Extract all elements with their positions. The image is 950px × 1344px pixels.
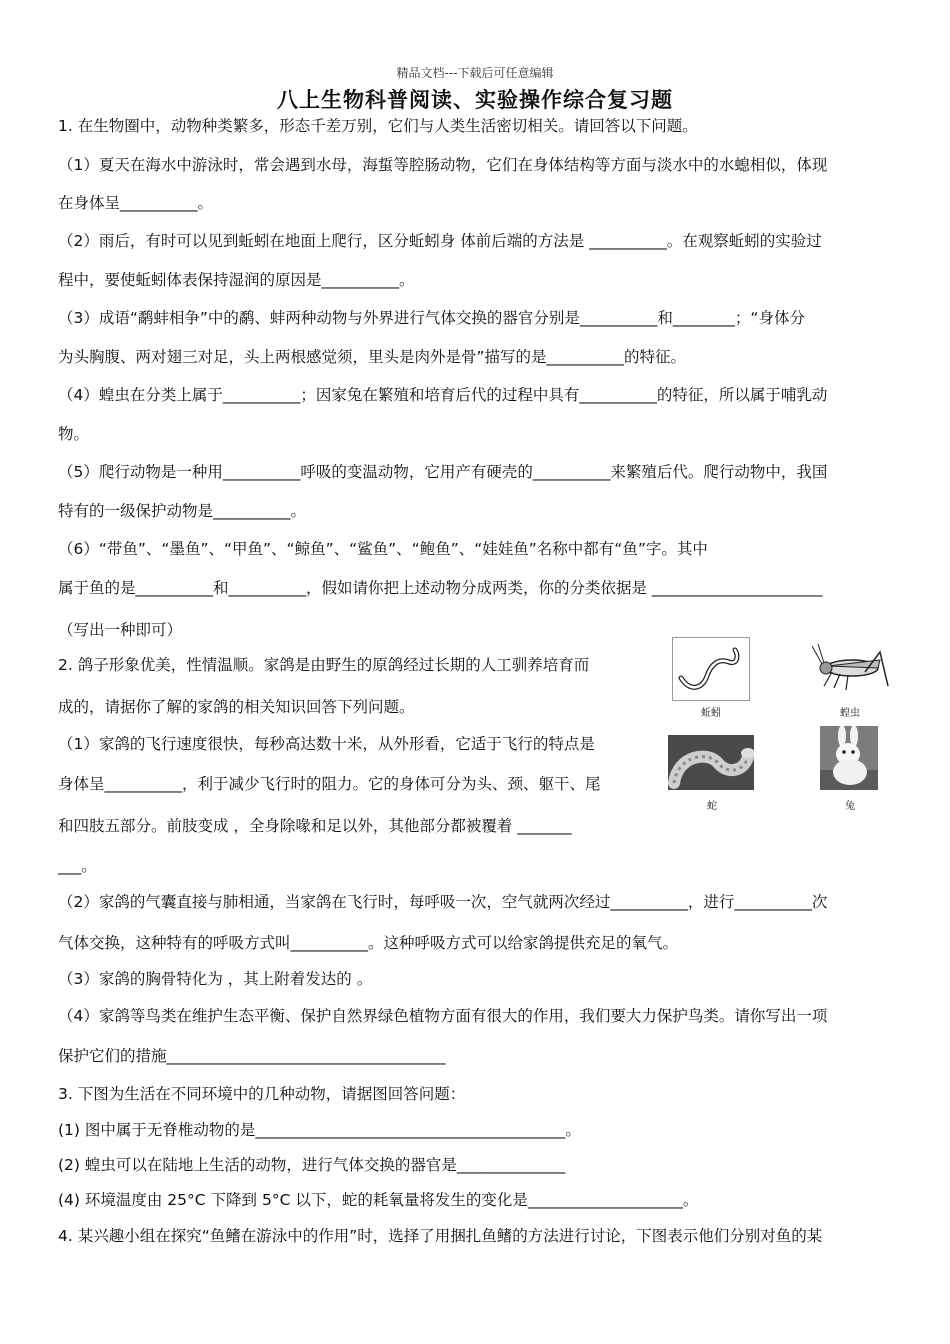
earthworm-icon bbox=[673, 638, 749, 700]
rabbit-figure bbox=[820, 726, 878, 790]
q1-part3-line2: 为头胸腹、两对翅三对足，头上两根感觉须，里头是肉外是骨”描写的是__________的特征。 bbox=[58, 348, 687, 366]
q2-part4-line1: （4）家鸽等鸟类在维护生态平衡、保护自然界绿色植物方面有很大的作用，我们要大力保护鸟类。请你写出一项 bbox=[58, 1007, 828, 1025]
q1-part1-line1: （1）夏天在海水中游泳时，常会遇到水母，海蜇等腔肠动物，它们在身体结构等方面与淡水中的水螅相似，体现 bbox=[58, 156, 828, 174]
q1-part5-line2: 特有的一级保护动物是__________。 bbox=[58, 502, 307, 520]
q2-part1-line4: ___。 bbox=[58, 857, 97, 875]
page-title: 八上生物科普阅读、实验操作综合复习题 bbox=[277, 88, 673, 112]
earthworm-caption: 蚯蚓 bbox=[701, 708, 721, 719]
rabbit-icon bbox=[820, 726, 878, 790]
question-2-intro-line1: 2. 鸽子形象优美，性情温顺。家鸽是由野生的原鸽经过长期的人工驯养培育而 bbox=[58, 656, 590, 674]
q2-part2-line2: 气体交换，这种特有的呼吸方式叫__________。这种呼吸方式可以给家鸽提供充足的氧气。 bbox=[58, 934, 679, 952]
question-1-intro: 1. 在生物圈中，动物种类繁多，形态千差万别，它们与人类生活密切相关。请回答以下问题。 bbox=[58, 117, 698, 135]
locust-icon bbox=[810, 640, 890, 696]
rabbit-caption: 兔 bbox=[845, 801, 855, 812]
q2-part2-line1: （2）家鸽的气囊直接与肺相通，当家鸽在飞行时，每呼吸一次，空气就两次经过__________，进行__________次 bbox=[58, 893, 828, 911]
q2-part3: （3）家鸽的胸骨特化为 ，其上附着发达的 。 bbox=[58, 970, 373, 988]
q1-part4-line1: （4）蝗虫在分类上属于__________；因家兔在繁殖和培育后代的过程中具有__________的特征，所以属于哺乳动 bbox=[58, 386, 828, 404]
q3-part1: (1) 图中属于无脊椎动物的是________________________________________。 bbox=[58, 1121, 581, 1139]
q1-part3-line1: （3）成语“鹬蚌相争”中的鹬、蚌两种动物与外界进行气体交换的器官分别是__________和________；“身体分 bbox=[58, 309, 805, 327]
q1-part6-line1: （6）“带鱼”、“墨鱼”、“甲鱼”、“鲸鱼”、“鲨鱼”、“鲍鱼”、“娃娃鱼”名称中都有“鱼”字。其中 bbox=[58, 540, 708, 558]
q1-part2-line2: 程中，要使蚯蚓体表保持湿润的原因是__________。 bbox=[58, 271, 415, 289]
q1-part6-note: （写出一种即可） bbox=[58, 621, 183, 639]
snake-caption: 蛇 bbox=[707, 801, 717, 812]
q2-part1-line3: 和四肢五部分。前肢变成 ，全身除喙和足以外，其他部分都被覆着 _______ bbox=[58, 817, 572, 835]
q2-part1-line1: （1）家鸽的飞行速度很快，每秒高达数十米，从外形看，它适于飞行的特点是 bbox=[58, 735, 595, 753]
locust-caption: 蝗虫 bbox=[840, 708, 860, 719]
q1-part1-line2: 在身体呈__________。 bbox=[58, 194, 214, 212]
question-4-intro: 4. 某兴趣小组在探究“鱼鳍在游泳中的作用”时，选择了用捆扎鱼鳍的方法进行讨论，下图表示他们分别对鱼的某 bbox=[58, 1227, 823, 1245]
q1-part2-line1: （2）雨后，有时可以见到蚯蚓在地面上爬行，区分蚯蚓身 体前后端的方法是 __________。在观察蚯蚓的实验过 bbox=[58, 232, 822, 250]
q1-part6-line2: 属于鱼的是__________和__________，假如请你把上述动物分成两类，你的分类依据是 ______________________ bbox=[58, 579, 823, 597]
page-header: 精品文档---下载后可任意编辑 bbox=[396, 66, 554, 80]
q2-part1-line2: 身体呈__________，利于减少飞行时的阻力。它的身体可分为头、颈、躯干、尾 bbox=[58, 775, 601, 793]
q1-part4-line2: 物。 bbox=[58, 425, 90, 443]
earthworm-figure bbox=[672, 637, 750, 701]
snake-figure bbox=[668, 735, 754, 790]
q3-part4: (4) 环境温度由 25°C 下降到 5°C 以下，蛇的耗氧量将发生的变化是____________________。 bbox=[58, 1191, 699, 1209]
q2-part4-line2: 保护它们的措施____________________________________ bbox=[58, 1047, 446, 1065]
question-3-intro: 3. 下图为生活在不同环境中的几种动物，请据图回答问题： bbox=[58, 1085, 466, 1103]
snake-icon bbox=[668, 735, 754, 790]
question-2-intro-line2: 成的，请据你了解的家鸽的相关知识回答下列问题。 bbox=[58, 698, 415, 716]
locust-figure bbox=[810, 640, 890, 696]
q3-part2: (2) 蝗虫可以在陆地上生活的动物，进行气体交换的器官是______________ bbox=[58, 1156, 566, 1174]
q1-part5-line1: （5）爬行动物是一种用__________呼吸的变温动物，它用产有硬壳的__________来繁殖后代。爬行动物中，我国 bbox=[58, 463, 828, 481]
